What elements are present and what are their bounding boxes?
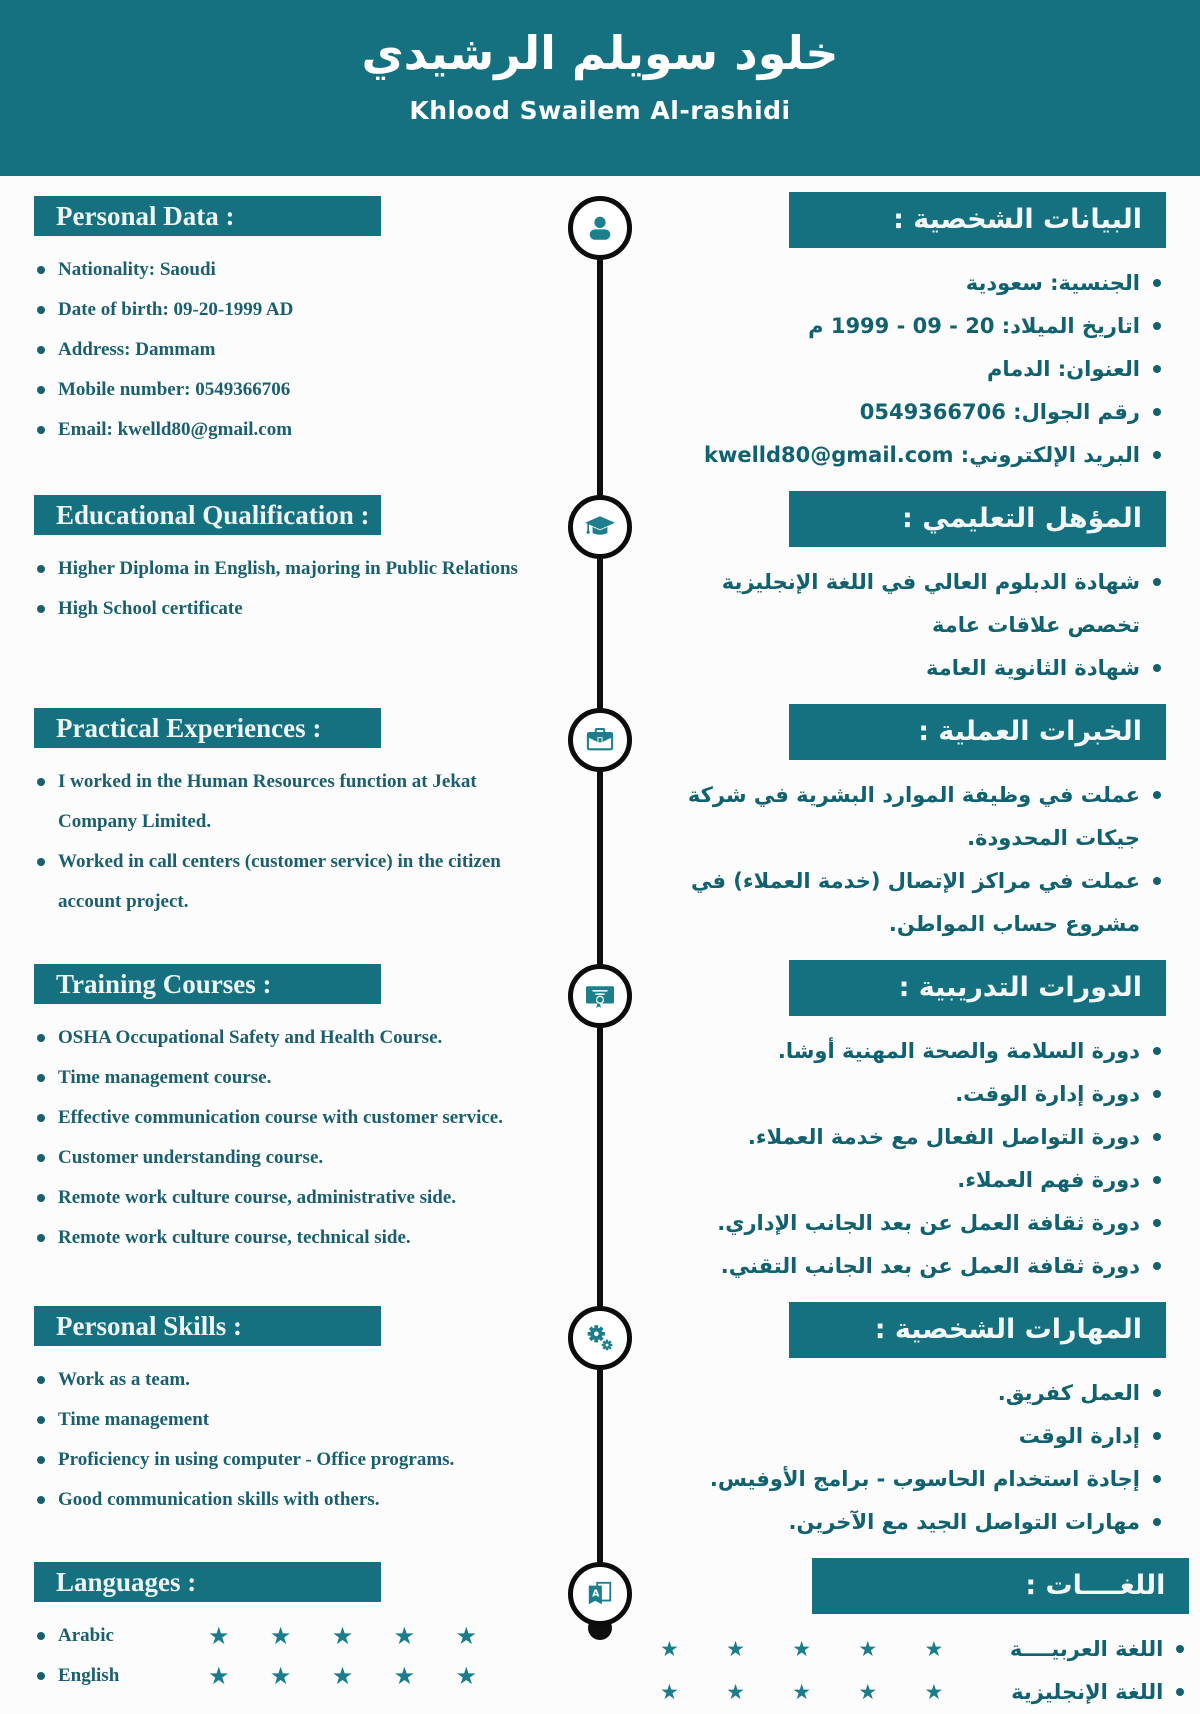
cv-content — [0, 176, 1200, 1704]
list-item: الجنسية: سعودية — [660, 262, 1166, 305]
education-en — [0, 489, 540, 629]
experience-list-en — [34, 762, 540, 922]
briefcase-icon — [585, 726, 615, 754]
section-title-ar: البيانات الشخصية : — [789, 192, 1166, 248]
timeline-node-personal — [540, 190, 660, 260]
list-item: Higher Diploma in English, majoring in Public Relations — [34, 549, 540, 589]
section-languages — [0, 1556, 1200, 1714]
list-item: Worked in call centers (customer service) in the citizen account project. — [34, 842, 540, 922]
name-arabic: خلود سويلم الرشيدي — [361, 26, 839, 80]
section-title-en: Personal Data : — [34, 196, 381, 236]
personal-data-en — [0, 190, 540, 450]
certificate-icon — [584, 982, 616, 1010]
education-ar — [660, 489, 1200, 690]
list-item: عملت في وظيفة الموارد البشرية في شركة جيكات المحدودة. — [660, 774, 1166, 860]
list-item: دورة ثقافة العمل عن بعد الجانب الإداري. — [660, 1202, 1166, 1245]
section-title-en: Practical Experiences : — [34, 708, 381, 748]
section-personal-data — [0, 190, 1200, 477]
banner — [0, 0, 1200, 176]
section-title-ar: المؤهل التعليمي : — [789, 491, 1166, 547]
list-item: دورة التواصل الفعال مع خدمة العملاء. — [660, 1116, 1166, 1159]
language-label: Arabic — [58, 1625, 114, 1646]
experience-list-ar — [660, 774, 1166, 946]
language-label: English — [58, 1665, 120, 1686]
list-item: I worked in the Human Resources function at Jekat Company Limited. — [34, 762, 540, 842]
list-item: شهادة الثانوية العامة — [660, 647, 1166, 690]
language-row — [660, 1628, 1189, 1671]
timeline-node-circle — [568, 708, 632, 772]
section-experience — [0, 702, 1200, 946]
timeline-node-circle — [568, 1562, 632, 1626]
list-item: Email: kwelld80@gmail.com — [34, 410, 540, 450]
list-item: العمل كفريق. — [660, 1372, 1166, 1415]
list-item: إدارة الوقت — [660, 1415, 1166, 1458]
list-item: دورة فهم العملاء. — [660, 1159, 1166, 1202]
training-list-en — [34, 1018, 540, 1258]
languages-list-en — [34, 1616, 540, 1696]
list-item: مهارات التواصل الجيد مع الآخرين. — [660, 1501, 1166, 1544]
list-item: Remote work culture course, technical side. — [34, 1218, 540, 1258]
personal-data-ar — [660, 190, 1200, 477]
training-en — [0, 958, 540, 1258]
timeline-node-circle — [568, 495, 632, 559]
list-item: دورة السلامة والصحة المهنية أوشا. — [660, 1030, 1166, 1073]
svg-text:A: A — [592, 1588, 600, 1600]
star-rating: ★ ★ ★ ★ ★ — [660, 1637, 964, 1661]
timeline-node-skills — [540, 1300, 660, 1370]
languages-ar — [660, 1556, 1200, 1714]
timeline-node-experience — [540, 702, 660, 772]
graduation-cap-icon — [584, 513, 616, 541]
list-item: البريد الإلكتروني: kwelld80@gmail.com — [660, 434, 1166, 477]
timeline-node-circle — [568, 196, 632, 260]
list-item: Time management — [34, 1400, 540, 1440]
name-english: Khlood Swailem Al-rashidi — [409, 96, 791, 125]
language-row — [34, 1656, 540, 1696]
list-item: Address: Dammam — [34, 330, 540, 370]
list-item: Work as a team. — [34, 1360, 540, 1400]
list-item: دورة ثقافة العمل عن بعد الجانب التقني. — [660, 1245, 1166, 1288]
language-icon — [585, 1580, 615, 1608]
list-item: Mobile number: 0549366706 — [34, 370, 540, 410]
education-list-ar — [660, 561, 1166, 690]
languages-en — [0, 1556, 540, 1696]
section-title-ar: المهارات الشخصية : — [789, 1302, 1166, 1358]
list-item: Proficiency in using computer - Office programs. — [34, 1440, 540, 1480]
skills-list-en — [34, 1360, 540, 1520]
section-title-ar: الدورات التدريبية : — [789, 960, 1166, 1016]
section-title-en: Languages : — [34, 1562, 381, 1602]
list-item: عملت في مراكز الإتصال (خدمة العملاء) في مشروع حساب المواطن. — [660, 860, 1166, 946]
language-label: اللغة العربيــــة — [1009, 1637, 1164, 1661]
timeline-node-languages — [540, 1556, 660, 1626]
skills-list-ar — [660, 1372, 1166, 1544]
list-item: Customer understanding course. — [34, 1138, 540, 1178]
list-item: Good communication skills with others. — [34, 1480, 540, 1520]
list-item: Nationality: Saoudi — [34, 250, 540, 290]
list-item: إجادة استخدام الحاسوب - برامج الأوفيس. — [660, 1458, 1166, 1501]
list-item: OSHA Occupational Safety and Health Course. — [34, 1018, 540, 1058]
list-item: رقم الجوال: 0549366706 — [660, 391, 1166, 434]
list-item: دورة إدارة الوقت. — [660, 1073, 1166, 1116]
experience-ar — [660, 702, 1200, 946]
language-label: اللغة الإنجليزية — [1011, 1680, 1164, 1704]
education-list-en — [34, 549, 540, 629]
language-row — [660, 1671, 1189, 1714]
star-rating: ★ ★ ★ ★ ★ — [208, 1622, 493, 1650]
list-item: Effective communication course with customer service. — [34, 1098, 540, 1138]
section-title-en: Training Courses : — [34, 964, 381, 1004]
list-item: Date of birth: 09-20-1999 AD — [34, 290, 540, 330]
timeline-node-training — [540, 958, 660, 1028]
section-training — [0, 958, 1200, 1288]
section-skills — [0, 1300, 1200, 1544]
star-rating: ★ ★ ★ ★ ★ — [660, 1680, 964, 1704]
list-item: High School certificate — [34, 589, 540, 629]
list-item: Time management course. — [34, 1058, 540, 1098]
timeline-node-circle — [568, 964, 632, 1028]
user-icon — [585, 213, 615, 243]
personal-data-list-ar — [660, 262, 1166, 477]
star-rating: ★ ★ ★ ★ ★ — [208, 1662, 493, 1690]
list-item: العنوان: الدمام — [660, 348, 1166, 391]
languages-list-ar — [660, 1628, 1189, 1714]
list-item: شهادة الدبلوم العالي في اللغة الإنجليزية تخصص علاقات عامة — [660, 561, 1166, 647]
timeline-node-education — [540, 489, 660, 559]
training-ar — [660, 958, 1200, 1288]
experience-en — [0, 702, 540, 922]
timeline-node-circle — [568, 1306, 632, 1370]
section-title-en: Personal Skills : — [34, 1306, 381, 1346]
skills-en — [0, 1300, 540, 1520]
personal-data-list-en — [34, 250, 540, 450]
training-list-ar — [660, 1030, 1166, 1288]
gears-icon — [585, 1323, 615, 1353]
section-title-en: Educational Qualification : — [34, 495, 381, 535]
section-education — [0, 489, 1200, 690]
language-row — [34, 1616, 540, 1656]
section-title-ar: اللغــــات : — [812, 1558, 1189, 1614]
list-item: اتاريخ الميلاد: 20 - 09 - 1999 م — [660, 305, 1166, 348]
list-item: Remote work culture course, administrative side. — [34, 1178, 540, 1218]
skills-ar — [660, 1300, 1200, 1544]
section-title-ar: الخبرات العملية : — [789, 704, 1166, 760]
